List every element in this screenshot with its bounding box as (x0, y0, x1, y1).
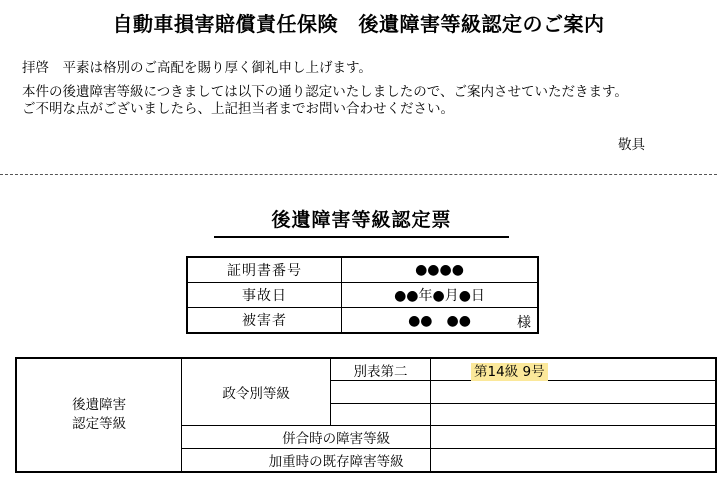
empty-sub-cell (330, 381, 430, 404)
aggravation-grade-label: 加重時の既存障害等級 (182, 449, 431, 473)
notice-line: 本件の後遺障害等級につきましては以下の通り認定いたしましたので、ご案内させていただきます。 (22, 84, 628, 100)
certificate-title: 後遺障害等級認定票 (214, 205, 509, 238)
table-row (187, 257, 538, 283)
greeting-line: 拝啓 平素は格別のご高配を賜り厚く御礼申し上げます。 (22, 60, 372, 76)
certificate-info-table (186, 256, 539, 334)
inquiry-line: ご不明な点がございましたら、上記担当者までお問い合わせください。 (22, 101, 454, 117)
empty-value-cell (431, 404, 716, 426)
combined-grade-label: 併合時の障害等級 (182, 426, 431, 449)
victim-honorific: 様 (517, 315, 531, 331)
grade-section-label (16, 358, 182, 472)
closing-word: 敬具 (618, 137, 645, 153)
appendix-value: 第14級 9号 (471, 363, 548, 381)
certificate-number-value: ●●●● (342, 257, 539, 283)
grade-section-label-line2: 認定等級 (72, 416, 127, 432)
appendix-value-cell (431, 358, 716, 381)
table-row (187, 283, 538, 308)
cabinet-order-label: 政令別等級 (182, 358, 331, 426)
victim-label: 被害者 (187, 308, 342, 334)
table-row (187, 308, 538, 334)
empty-sub-cell (330, 404, 430, 426)
empty-value-cell (431, 381, 716, 404)
certificate-number-label: 証明書番号 (187, 257, 342, 283)
combined-grade-value (431, 426, 716, 449)
grade-table (15, 357, 717, 473)
accident-date-value: ●●年●月●日 (342, 283, 539, 308)
aggravation-grade-value (431, 449, 716, 473)
grade-section-label-line1: 後遺障害 (72, 397, 127, 413)
accident-date-label: 事故日 (187, 283, 342, 308)
document-title: 自動車損害賠償責任保険 後遺障害等級認定のご案内 (112, 12, 605, 36)
victim-cell (342, 308, 539, 334)
table-row (16, 358, 716, 381)
appendix-label: 別表第二 (330, 358, 430, 381)
victim-name-value: ●● ●● (408, 313, 471, 329)
section-divider (0, 174, 717, 175)
